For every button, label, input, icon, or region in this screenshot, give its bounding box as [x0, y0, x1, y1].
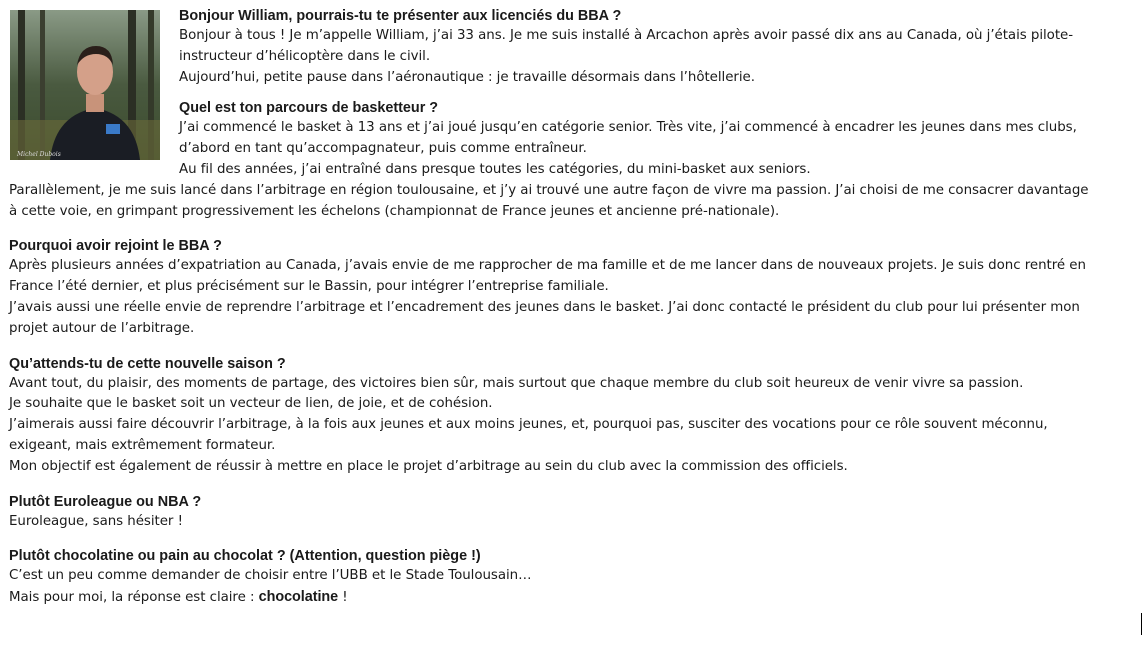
paragraph-line: Aujourd’hui, petite pause dans l’aéronautique : je travaille désormais dans l’hôtellerie. [179, 69, 755, 85]
paragraph-line: instructeur d’hélicoptère dans le civil. [179, 48, 431, 64]
section-rejoint-bba [9, 236, 1139, 339]
paragraph-line: Après plusieurs années d’expatriation au Canada, j’avais envie de me rapprocher de ma famille et de me lancer dans de nouveaux projets. Je suis donc rentré en [9, 258, 1086, 274]
section-parcours [9, 98, 1139, 222]
paragraph-line: Parallèlement, je me suis lancé dans l’arbitrage en région toulousaine, et j’y ai trouvé une autre façon de vivre ma passion. J’ai choisi de me consacrer davantage [9, 182, 1089, 198]
text-cursor [1141, 613, 1142, 635]
paragraph-line: Au fil des années, j’ai entraîné dans presque toutes les catégories, du mini-basket aux seniors. [179, 161, 811, 177]
paragraph-line: C’est un peu comme demander de choisir entre l’UBB et le Stade Toulousain… [9, 568, 532, 584]
paragraph-line: Avant tout, du plaisir, des moments de partage, des victoires bien sûr, mais surtout que chaque membre du club soit heureux de venir vivre sa passion. [9, 375, 1024, 391]
paragraph-line: d’abord en tant qu’accompagnateur, puis comme entraîneur. [179, 141, 587, 157]
paragraph-line: exigeant, mais extrêmement formateur. [9, 437, 276, 453]
paragraph-line: projet autour de l’arbitrage. [9, 320, 195, 336]
paragraph-line: Je souhaite que le basket soit un vecteur de lien, de joie, et de cohésion. [9, 396, 493, 412]
article [9, 6, 1139, 609]
question-heading: Plutôt Euroleague ou NBA ? [9, 493, 202, 510]
question-heading: Pourquoi avoir rejoint le BBA ? [9, 238, 222, 255]
paragraph-line: J’ai commencé le basket à 13 ans et j’ai joué jusqu’en catégorie senior. Très vite, j’ai commencé à encadrer les jeunes dans mes clubs, [179, 120, 1077, 136]
paragraph-line: J’avais aussi une réelle envie de reprendre l’arbitrage et l’encadrement des jeunes dans le basket. J’ai donc contacté le président du club pour lui présenter mon [9, 299, 1080, 315]
section-saison [9, 354, 1139, 478]
paragraph-line-final [9, 587, 1139, 609]
section-chocolatine [9, 546, 1139, 609]
question-heading: Bonjour William, pourrais-tu te présenter aux licenciés du BBA ? [179, 8, 622, 24]
question-heading: Quel est ton parcours de basketteur ? [179, 100, 439, 117]
final-line-bold: chocolatine [258, 589, 339, 606]
section-euroleague-nba [9, 492, 1139, 533]
photo-signature: Michel Dubois [17, 151, 61, 158]
final-line-suffix: ! [338, 590, 348, 606]
paragraph-line: France l’été dernier, et plus précisément sur le Bassin, pour intégrer l’entreprise familiale. [9, 279, 609, 295]
paragraph-line: Mon objectif est également de réussir à mettre en place le projet d’arbitrage au sein du club avec la commission des officiels. [9, 458, 848, 474]
paragraph-line: Euroleague, sans hésiter ! [9, 513, 183, 529]
paragraph-line: à cette voie, en grimpant progressivement les échelons (championnat de France jeunes et ancienne pré-nationale). [9, 203, 780, 219]
paragraph-line: Bonjour à tous ! Je m’appelle William, j’ai 33 ans. Je me suis installé à Arcachon après avoir passé dix ans au Canada, où j’étais pilote- [179, 28, 1073, 43]
section-introduction [9, 6, 1139, 88]
question-heading: Plutôt chocolatine ou pain au chocolat ? (Attention, question piège !) [9, 548, 481, 565]
paragraph-line: J’aimerais aussi faire découvrir l’arbitrage, à la fois aux jeunes et aux moins jeunes, et, pourquoi pas, susciter des vocations pour ce rôle souvent méconnu, [9, 417, 1048, 433]
question-heading: Qu’attends-tu de cette nouvelle saison ? [9, 355, 286, 372]
final-line-prefix: Mais pour moi, la réponse est claire : [9, 590, 259, 606]
